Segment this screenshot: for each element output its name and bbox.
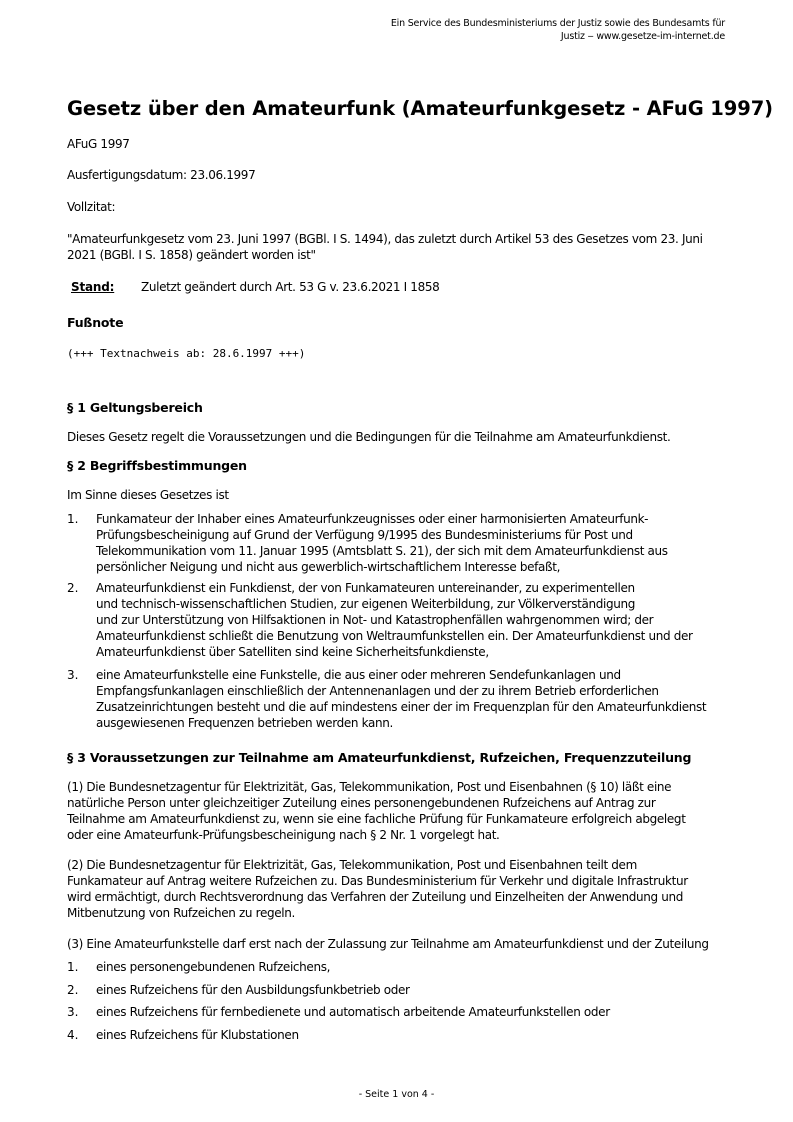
list-item-line: Telekommunikation vom 11. Januar 1995 (Amtsblatt S. 21), der sich mit dem Amateurfunkdienst aus <box>96 544 668 558</box>
service-notice-line1: Ein Service des Bundesministeriums der Justiz sowie des Bundesamts für <box>390 18 725 29</box>
service-notice-line2: Justiz ‒ www.gesetze-im-internet.de <box>560 31 725 42</box>
section-3-heading: § 3 Voraussetzungen zur Teilnahme am Amateurfunkdienst, Rufzeichen, Frequenzzuteilung <box>67 750 692 765</box>
stand-text: Zuletzt geändert durch Art. 53 G v. 23.6.2021 I 1858 <box>141 280 440 294</box>
list-item-text: eines Rufzeichens für Klubstationen <box>96 1028 299 1042</box>
list-item-line: Empfangsfunkanlagen einschließlich der Antennenanlagen und der zu ihrem Betrieb erforderlichen <box>96 684 659 698</box>
list-number: 1. <box>67 960 79 974</box>
stand-label: Stand: <box>71 280 115 294</box>
list-item-line: Amateurfunkdienst über Satelliten sind keine Sicherheitsfunkdienste, <box>96 645 489 659</box>
fussnote-heading: Fußnote <box>67 315 124 330</box>
list-number: 2. <box>67 581 79 595</box>
page-number: - Seite 1 von 4 - <box>358 1089 435 1100</box>
section-3-paragraph-1-line: natürliche Person unter gleichzeitiger Zuteilung eines personengebundenen Rufzeichens auf Antrag zur <box>67 796 656 810</box>
list-item-line: und technisch-wissenschaftlichen Studien, zur eigenen Weiterbildung, zur Völkerverständigung <box>96 597 636 611</box>
vollzitat-text-line1: "Amateurfunkgesetz vom 23. Juni 1997 (BGBl. I S. 1494), das zuletzt durch Artikel 53 des Gesetzes vom 23. Juni <box>67 232 703 246</box>
list-item-line: ausgewiesenen Frequenzen betrieben werden kann. <box>96 716 393 730</box>
section-2-heading: § 2 Begriffsbestimmungen <box>67 458 247 473</box>
list-number: 2. <box>67 983 79 997</box>
section-3-paragraph-2-line: (2) Die Bundesnetzagentur für Elektrizität, Gas, Telekommunikation, Post und Eisenbahnen teilt dem <box>67 858 637 872</box>
list-item-line: Funkamateur der Inhaber eines Amateurfunkzeugnisses oder einer harmonisierten Amateurfunk- <box>96 512 649 526</box>
section-3-paragraph-1-line: oder eine Amateurfunk-Prüfungsbescheinigung nach § 2 Nr. 1 vorgelegt hat. <box>67 828 500 842</box>
section-3-paragraph-2-line: Funkamateur auf Antrag weitere Rufzeichen zu. Das Bundesministerium für Verkehr und digitale Infrastruktur <box>67 874 688 888</box>
list-number: 4. <box>67 1028 79 1042</box>
section-1-text: Dieses Gesetz regelt die Voraussetzungen und die Bedingungen für die Teilnahme am Amateurfunkdienst. <box>67 430 671 444</box>
list-item-text: eines personengebundenen Rufzeichens, <box>96 960 331 974</box>
list-item-text: eines Rufzeichens für fernbedienete und automatisch arbeitende Amateurfunkstellen oder <box>96 1005 610 1019</box>
list-item-line: Zusatzeinrichtungen besteht und die auf mindestens einer der im Frequenzplan für den Amateurfunkdienst <box>96 700 707 714</box>
list-number: 1. <box>67 512 79 526</box>
list-item-line: persönlicher Neigung und nicht aus gewerblich-wirtschaftlichem Interesse befaßt, <box>96 560 561 574</box>
list-item-line: eine Amateurfunkstelle eine Funkstelle, die aus einer oder mehreren Sendefunkanlagen und <box>96 668 621 682</box>
list-number: 3. <box>67 1005 79 1019</box>
section-1-heading: § 1 Geltungsbereich <box>67 400 203 415</box>
page-title: Gesetz über den Amateurfunk (Amateurfunkgesetz - AFuG 1997) <box>67 97 773 120</box>
list-item-text <box>96 580 756 660</box>
list-number: 3. <box>67 668 79 682</box>
list-item-text <box>96 667 756 731</box>
service-notice <box>325 17 725 43</box>
list-item-text: eines Rufzeichens für den Ausbildungsfunkbetrieb oder <box>96 983 410 997</box>
ausfertigungsdatum: Ausfertigungsdatum: 23.06.1997 <box>67 168 256 182</box>
fussnote-text: (+++ Textnachweis ab: 28.6.1997 +++) <box>67 347 306 360</box>
list-item-text <box>96 511 756 575</box>
list-item-line: Amateurfunkdienst schließt die Benutzung von Weltraumfunkstellen ein. Der Amateurfunkdienst und der <box>96 629 693 643</box>
list-item-line: Amateurfunkdienst ein Funkdienst, der von Funkamateuren untereinander, zu experimentellen <box>96 581 635 595</box>
section-3-paragraph-3-intro: (3) Eine Amateurfunkstelle darf erst nach der Zulassung zur Teilnahme am Amateurfunkdienst und der Zuteilung <box>67 937 709 951</box>
section-3-paragraph-2-line: wird ermächtigt, durch Rechtsverordnung das Verfahren der Zuteilung und Einzelheiten der Anwendung und <box>67 890 684 904</box>
vollzitat-label: Vollzitat: <box>67 200 116 214</box>
section-2-intro: Im Sinne dieses Gesetzes ist <box>67 488 229 502</box>
list-item-line: Prüfungsbescheinigung auf Grund der Verfügung 9/1995 des Bundesministeriums für Post und <box>96 528 633 542</box>
law-abbreviation: AFuG 1997 <box>67 137 130 151</box>
list-item-line: und zur Unterstützung von Hilfsaktionen in Not- und Katastrophenfällen wahrgenommen wird; der <box>96 613 654 627</box>
section-3-paragraph-1-line: (1) Die Bundesnetzagentur für Elektrizität, Gas, Telekommunikation, Post und Eisenbahnen (§ 10) läßt eine <box>67 780 672 794</box>
vollzitat-text-line2: 2021 (BGBl. I S. 1858) geändert worden ist" <box>67 248 316 262</box>
section-3-paragraph-1-line: Teilnahme am Amateurfunkdienst zu, wenn sie eine fachliche Prüfung für Funkamateure erfolgreich abgelegt <box>67 812 686 826</box>
section-3-paragraph-2-line: Mitbenutzung von Rufzeichen zu regeln. <box>67 906 295 920</box>
